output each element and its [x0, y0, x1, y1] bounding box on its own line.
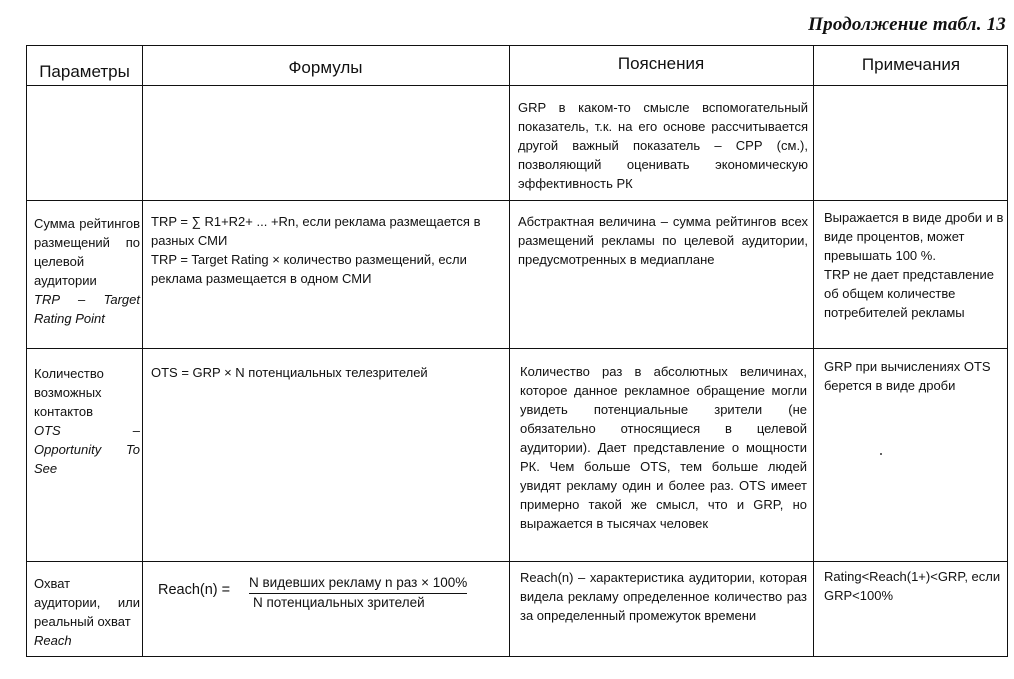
row4-params-text: Охват аудитории, или реальный охват	[34, 576, 140, 629]
header-notes: Примечания	[861, 55, 961, 74]
row3-formulas: OTS = GRP × N потенциальных телезрителей	[151, 365, 428, 380]
reach-formula-denominator: N потенциальных зрителей	[253, 595, 425, 610]
row4-params-italic: Reach	[34, 633, 72, 648]
row3-notes: GRP при вычислениях OTS берется в виде дроби	[824, 359, 991, 393]
reach-formula-numerator: N видевших рекламу n раз × 100%	[249, 574, 467, 594]
speck	[880, 453, 882, 455]
header-params: Параметры	[39, 62, 130, 81]
row4-explanation: Reach(n) – характеристика аудитории, которая видела рекламу определенное количество раз за определенный промежуток времени	[520, 570, 807, 623]
row-divider	[27, 561, 1007, 562]
column-divider	[142, 46, 143, 656]
reach-formula-fraction	[249, 574, 511, 612]
row-divider	[27, 200, 1007, 201]
row-divider	[27, 348, 1007, 349]
column-divider	[813, 46, 814, 656]
row3-explanation: Количество раз в абсолютных величинах, которое данное рекламное обращение могли увидеть потенциальные зрители (не обязательно относящиеся в целевой аудитории). Дает представление о мощности РК. Чем больше OTS, тем больше людей увидят рекламу один и более раз. OTS имеет примерно такой же смысл, что и GRP, но выражается в тысячах человек	[520, 364, 807, 531]
table-caption: Продолжение табл. 13	[808, 14, 1006, 35]
header-divider	[27, 85, 1007, 86]
row2-params-italic: TRP – Target Rating Point	[34, 292, 140, 326]
header-explanation: Пояснения	[617, 54, 705, 73]
row2-notes: Выражается в виде дроби и в виде процентов, может превышать 100 %. TRP не дает представление об общем количестве потребителей рекламы	[824, 210, 1004, 320]
header-formulas: Формулы	[288, 58, 363, 77]
row2-explanation: Абстрактная величина – сумма рейтингов всех размещений рекламы по целевой аудитории, предусмотренных в медиаплане	[518, 214, 808, 267]
reach-formula-lhs: Reach(n) =	[158, 582, 231, 598]
row2-params-text: Сумма рейтингов размещений по целевой аудитории	[34, 216, 140, 288]
column-divider	[509, 46, 510, 656]
row4-params	[34, 574, 140, 650]
row2-params	[34, 214, 140, 328]
row3-params-italic: OTS – Opportunity To See	[34, 423, 140, 476]
parameters-table	[26, 45, 1008, 657]
row2-formulas: TRP = ∑ R1+R2+ ... +Rn, если реклама размещается в разных СМИ TRP = Target Rating × количество размещений, если реклама размещается в одном СМИ	[151, 214, 481, 286]
row3-params	[34, 364, 140, 478]
row3-params-text: Количество возможных контактов	[34, 366, 104, 419]
row1-explanation: GRP в каком-то смысле вспомогательный показатель, т.к. на его основе рассчитывается другой важный показатель – СРР (см.), позволяющий оценивать экономическую эффективность РК	[518, 100, 808, 191]
row4-notes: Rating<Reach(1+)<GRP, если GRP<100%	[824, 569, 1001, 603]
